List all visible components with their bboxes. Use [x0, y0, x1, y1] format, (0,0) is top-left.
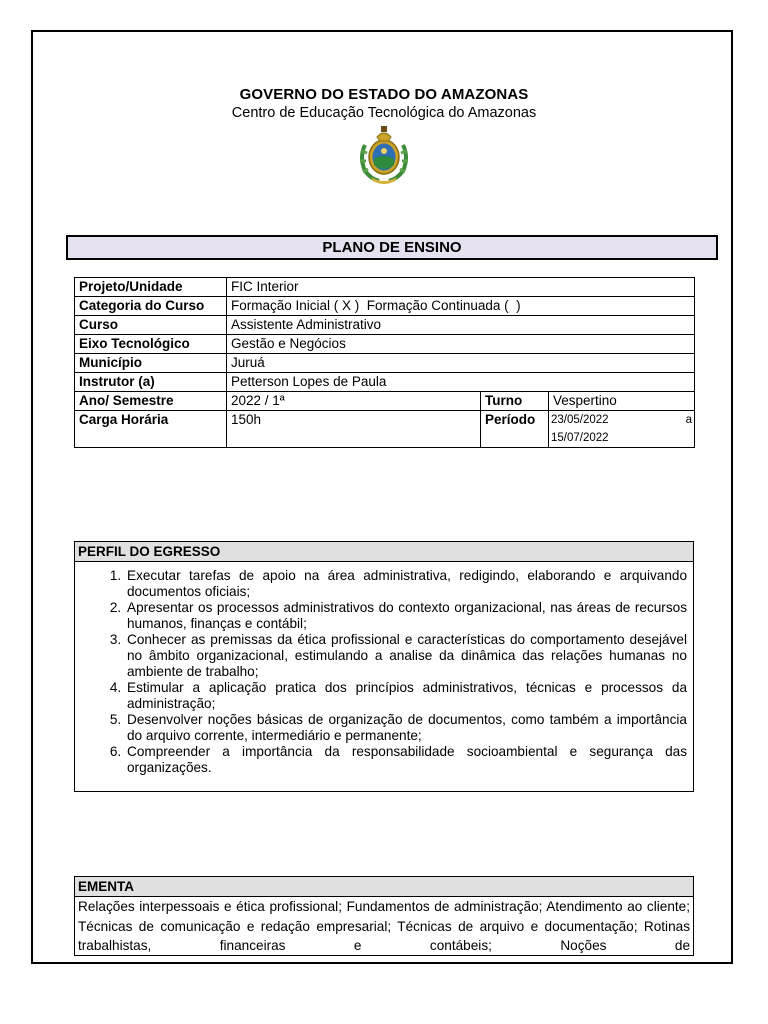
carga-label: Carga Horária [75, 411, 227, 448]
municipio-value: Juruá [227, 354, 695, 373]
perfil-section [74, 541, 694, 792]
list-item: 3. Conhecer as premissas da ética profissional e características do comportamento desejável no âmbito organizacional, estimulando a analise da dinâmica das relações humanas no ambiente de trabalho; [125, 632, 687, 680]
institution-subtitle: Centro de Educação Tecnológica do Amazonas [231, 105, 537, 121]
periodo-end: 15/07/2022 [551, 432, 609, 444]
eixo-label: Eixo Tecnológico [75, 335, 227, 354]
amazonas-crest-icon [357, 123, 411, 185]
ementa-section [74, 876, 694, 956]
periodo-value [549, 411, 695, 448]
periodo-label: Período [481, 411, 549, 448]
carga-value: 150h [227, 411, 481, 448]
list-item: 4. Estimular a aplicação pratica dos princípios administrativos, técnicas e processos da administração; [125, 680, 687, 712]
ano-label: Ano/ Semestre [75, 392, 227, 411]
curso-label: Curso [75, 316, 227, 335]
instrutor-label: Instrutor (a) [75, 373, 227, 392]
categoria-label: Categoria do Curso [75, 297, 227, 316]
projeto-label: Projeto/Unidade [75, 278, 227, 297]
curso-value: Assistente Administrativo [227, 316, 695, 335]
government-title: GOVERNO DO ESTADO DO AMAZONAS [239, 86, 529, 103]
eixo-value: Gestão e Negócios [227, 335, 695, 354]
table-row [75, 297, 695, 316]
municipio-label: Município [75, 354, 227, 373]
list-item: 2. Apresentar os processos administrativos do contexto organizacional, nas áreas de recursos humanos, finanças e contábil; [125, 600, 687, 632]
table-row [75, 354, 695, 373]
list-item: 1. Executar tarefas de apoio na área administrativa, redigindo, elaborando e arquivando documentos oficiais; [125, 568, 687, 600]
instrutor-value: Petterson Lopes de Paula [227, 373, 695, 392]
ementa-text: Relações interpessoais e ética profissional; Fundamentos de administração; Atendimento ao cliente; Técnicas de comunicação e redação empresarial; Técnicas de arquivo e documentação; Rotinas trabalhistas, financeiras e contábeis; Noções de [78, 899, 690, 953]
table-row [75, 373, 695, 392]
ano-value: 2022 / 1ª [227, 392, 481, 411]
course-info-table [74, 277, 695, 448]
periodo-separator: a [685, 414, 693, 426]
table-row [75, 392, 695, 411]
table-row [75, 278, 695, 297]
categoria-value: Formação Inicial ( X ) Formação Continuada ( ) [227, 297, 695, 316]
turno-value: Vespertino [549, 392, 695, 411]
table-row [75, 316, 695, 335]
ementa-heading: EMENTA [75, 877, 693, 897]
list-item: 6. Compreender a importância da responsabilidade socioambiental e segurança das organizações. [125, 744, 687, 776]
table-row [75, 335, 695, 354]
table-row [75, 411, 695, 448]
turno-label: Turno [481, 392, 549, 411]
plan-title: PLANO DE ENSINO [66, 235, 718, 260]
perfil-list [75, 568, 693, 776]
perfil-heading: PERFIL DO EGRESSO [75, 542, 693, 562]
list-item: 5. Desenvolver noções básicas de organização de documentos, como também a importância do arquivo corrente, intermediário e permanente; [125, 712, 687, 744]
projeto-value: FIC Interior [227, 278, 695, 297]
periodo-start: 23/05/2022 [551, 414, 609, 426]
